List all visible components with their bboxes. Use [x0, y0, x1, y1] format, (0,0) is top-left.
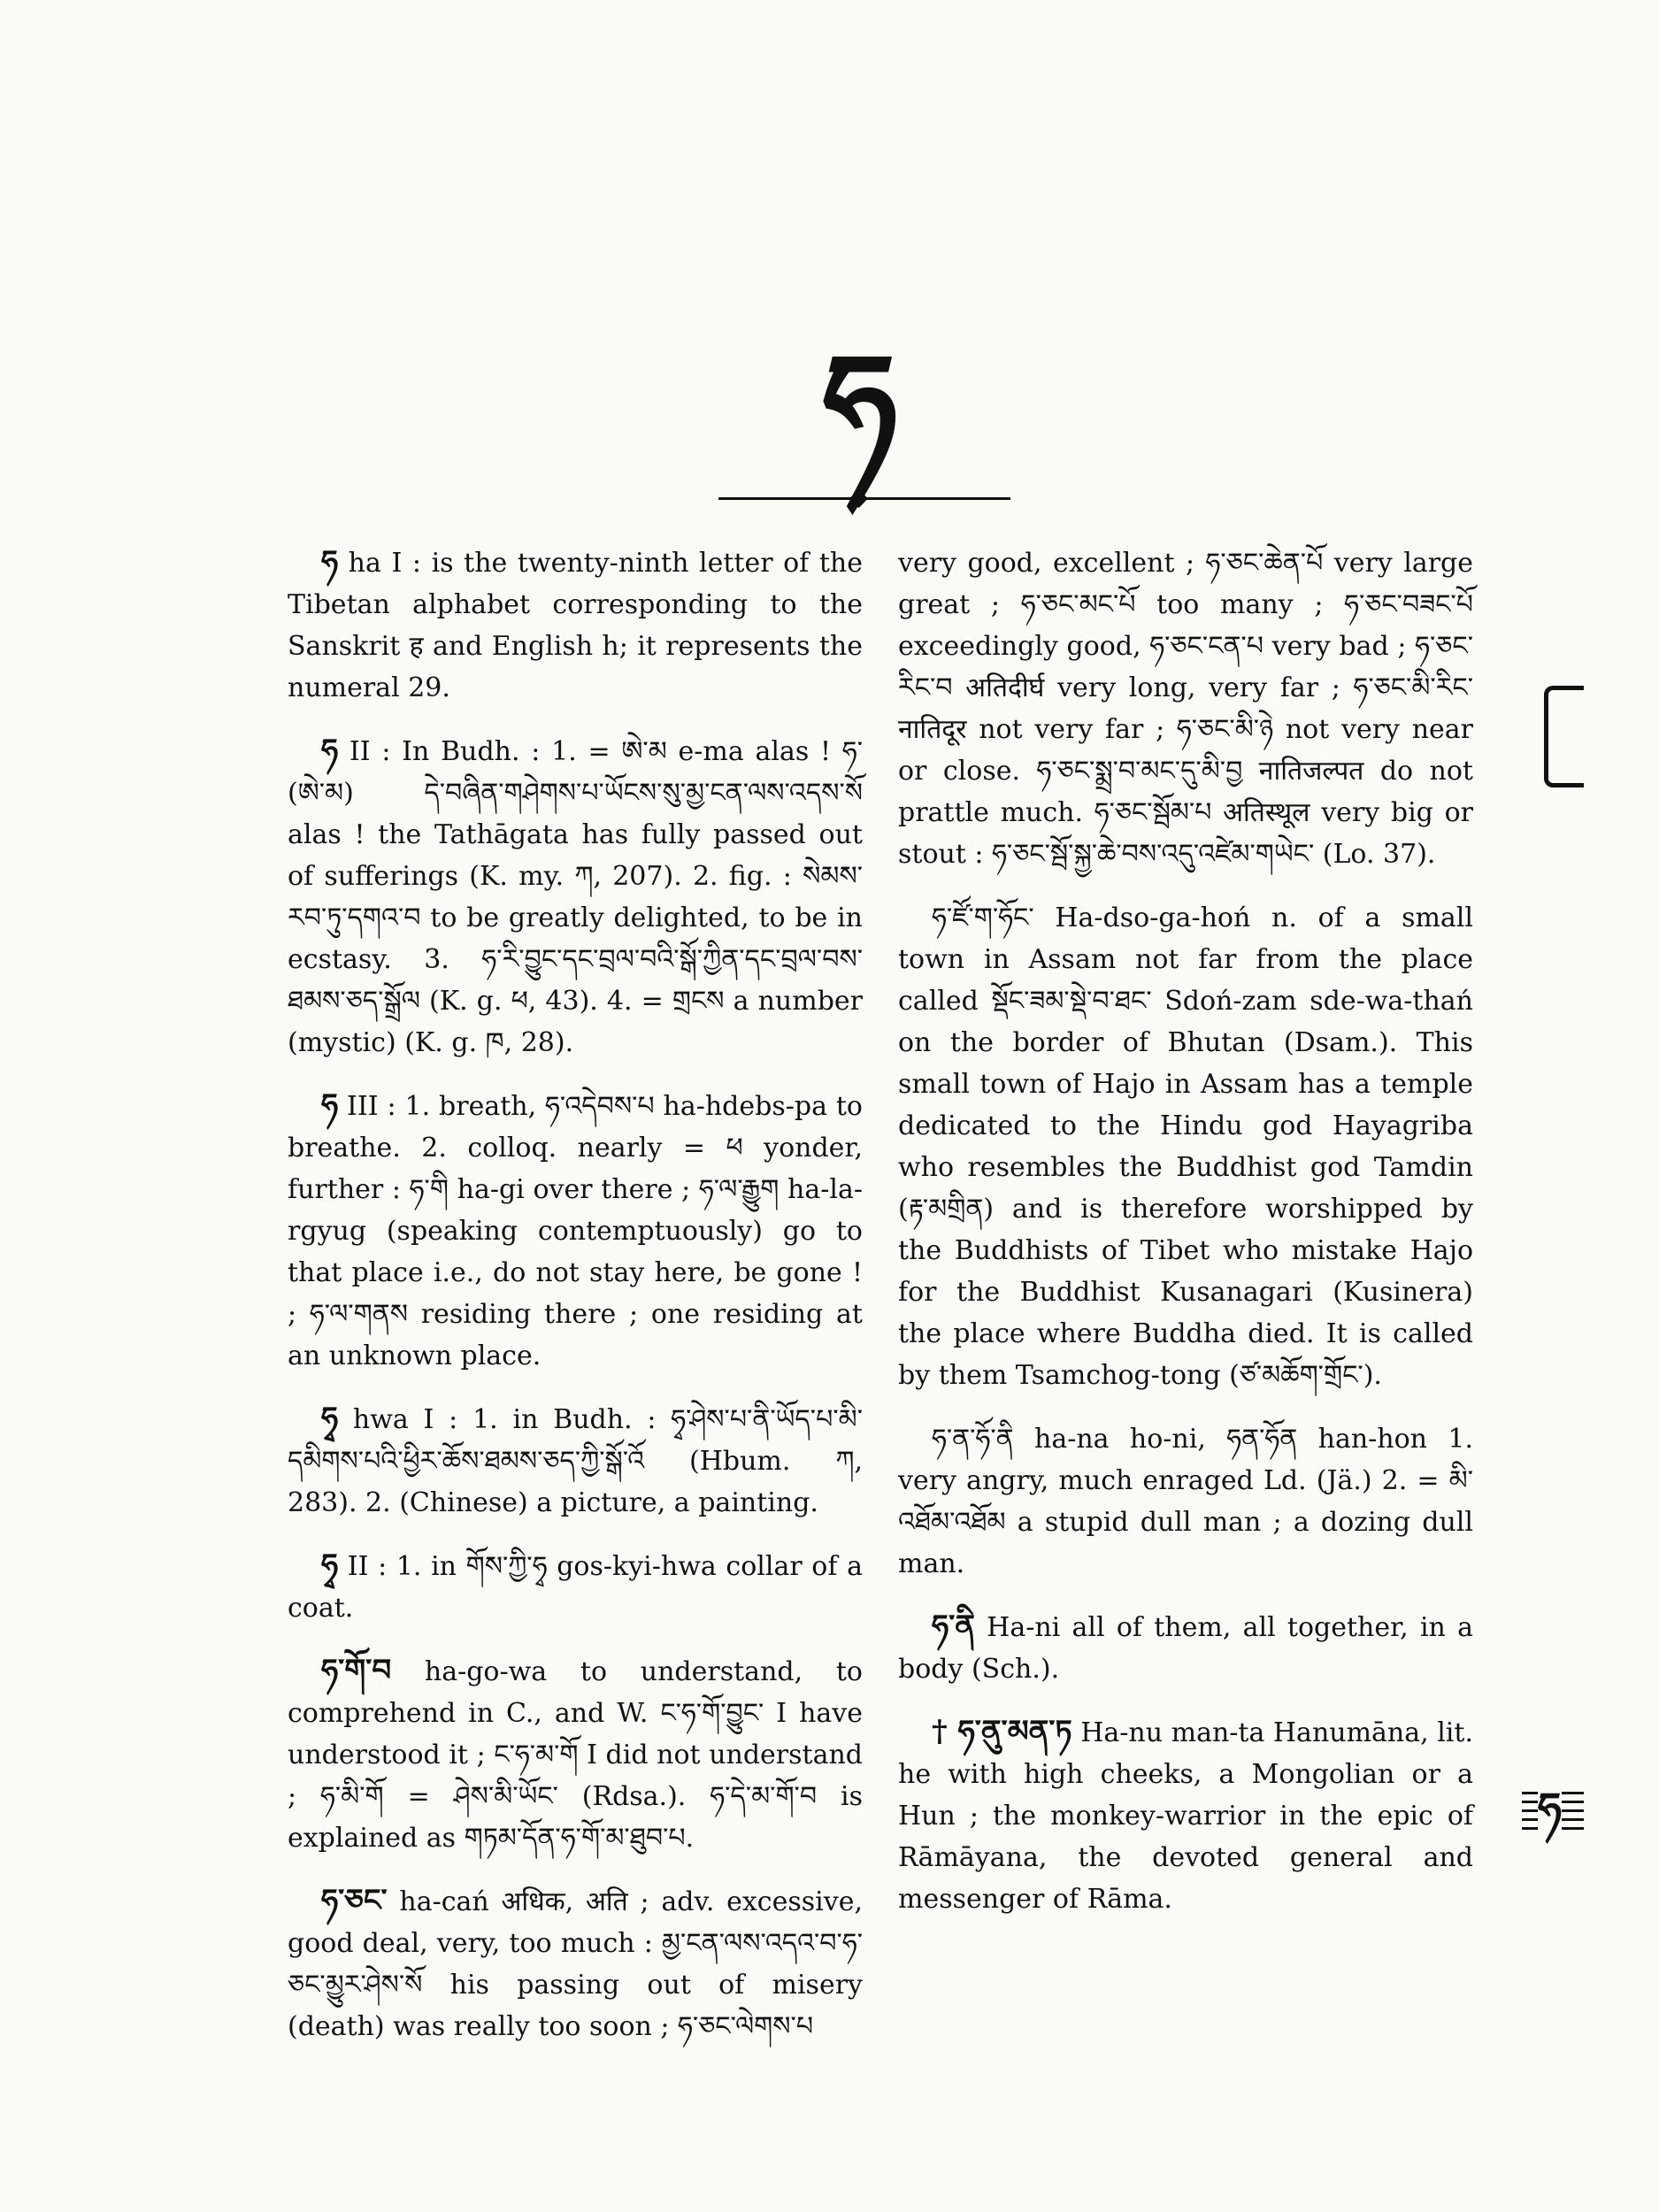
dictionary-entry — [898, 1711, 1473, 1920]
entry-headword: ཧ — [321, 544, 339, 580]
entry-text: III : 1. breath, ཧ་འདེབས་པ ha-hdebs-pa to breathe. 2. colloq. nearly = ཕ yonder, further : ཧ་གི ha-gi over there ; ཧ་ལ་རྒྱུག ha-la-rgyug (speaking contemptuously) go to that place i.e., do not stay here, be gone ! ; ཧ་ལ་གནས residing there ; one residing at an unknown place. — [288, 1091, 863, 1371]
entry-text: ha-cań अधिक, अति ; adv. excessive, good deal, very, too much : མྱ་ངན་ལས་འདའ་བ་ཧ་ཅང་མྱུར་ཤེས་སོ his passing out of misery (death) was really too soon ; ཧ་ཅང་ལེགས་པ — [288, 1886, 863, 2042]
entry-text: hwa I : 1. in Budh. : ཧྭ་ཤེས་པ་ནི་ཡོད་པ་མི་དམིགས་པའི་ཕྱིར་ཆོས་ཐམས་ཅད་ཀྱི་སྒོ་འོ (Hbum. ཀ, 283). 2. (Chinese) a picture, a painting. — [288, 1404, 863, 1518]
entry-text: Ha-ni all of them, all together, in a body (Sch.). — [898, 1612, 1473, 1685]
entry-text: Ha-nu man-ta Hanumāna, lit. he with high cheeks, a Mongolian or a Hun ; the monkey-warrior in the epic of Rāmāyana, the devoted general and messenger of Rāma. — [898, 1717, 1473, 1915]
dictionary-entry — [288, 1650, 863, 1859]
header-rule-ornament — [849, 489, 868, 508]
margin-bracket — [1544, 686, 1584, 787]
entry-headword: ཧ་ནི — [932, 1609, 975, 1644]
dictionary-entry — [898, 896, 1473, 1396]
entry-text: ha I : is the twenty-ninth letter of the Tibetan alphabet corresponding to the Sanskrit ह and English h; it represents the numeral 29. — [288, 548, 863, 703]
dictionary-entry — [898, 1606, 1473, 1690]
dictionary-entry — [288, 1398, 863, 1524]
entry-text: very good, excellent ; ཧ་ཅང་ཆེན་པོ very large great ; ཧ་ཅང་མང་པོ too many ; ཧ་ཅང་བཟང་པོ exceedingly good, ཧ་ཅང་ངན་པ very bad ; ཧ་ཅང་རིང་བ अतिदीर्घ very long, very far ; ཧ་ཅང་མི་རིང་ नातिदूर not very far ; ཧ་ཅང་མི་ཉེ not very near or close. ཧ་ཅང་སྨྲ་བ་མང་དུ་མི་བྱ नातिजल्पत do not prattle much. ཧ་ཅང་སྦོམ་པ अतिस्थूल very big or stout : ཧ་ཅང་སྦོ་སྐྱ་ཆེ་བས་འདུ་འཛེམ་གཡེང་ (Lo. 37). — [898, 548, 1473, 870]
thumb-index-tab — [1522, 1783, 1584, 1836]
entry-headword: † ཧ་ནུ་མན་ཏ — [932, 1714, 1072, 1749]
dictionary-entry — [288, 541, 863, 709]
dictionary-entry — [288, 1545, 863, 1629]
right-column — [898, 541, 1473, 1941]
entry-headword: ཧ — [321, 1087, 339, 1123]
dictionary-entry — [288, 1880, 863, 2047]
entry-text: II : 1. in གོས་ཀྱི་ཧྭ gos-kyi-hwa collar of a coat. — [288, 1551, 863, 1624]
left-column — [288, 541, 863, 2069]
entry-headword: ཧྭ — [321, 1548, 339, 1583]
entry-headword: ཧ — [321, 733, 339, 768]
entry-headword: ཧ་ཅང་ — [321, 1883, 388, 1918]
entry-headword: ཧྭ — [321, 1401, 339, 1436]
dictionary-entry-continued — [898, 541, 1473, 875]
entry-text: ha-go-wa to understand, to comprehend in C., and W. ང་ཧ་གོ་བྱུང་ I have understood it ; ང་ཧ་མ་གོ I did not understand ; ཧ་མི་གོ = ཤེས་མི་ཡོང་ (Rdsa.). ཧ་དེ་མ་གོ་བ is explained as གཏམ་དོན་ཧ་གོ་མ་ཐུབ་པ. — [288, 1656, 863, 1854]
section-letter: ཧ — [823, 325, 898, 480]
entry-headword: ཧ་གོ་བ — [321, 1653, 392, 1688]
entry-text: II : In Budh. : 1. = ཨེ་མ e-ma alas ! ཧ་ (ཨེ་མ) དེ་བཞིན་གཤེགས་པ་ཡོངས་སུ་མྱ་ངན་ལས་འདས་སོ alas ! the Tathāgata has fully passed out of sufferings (K. my. ཀ, 207). 2. fig. : སེམས་རབ་ཏུ་དགའ་བ to be greatly delighted, to be in ecstasy. 3. ཧ་རི་བྱུང་དང་བྲལ་བའི་སྒོ་ཀྱིན་དང་བྲལ་བས་ཐམས་ཅད་སྒྲོལ (K. g. ཕ, 43). 4. = གྲངས a number (mystic) (K. g. ཁ, 28). — [288, 736, 863, 1058]
entry-text: ཧ་ཛོ་ག་ཧོང་ Ha-dso-ga-hoń n. of a small town in Assam not far from the place called སྡོང་ཟམ་སྡེ་བ་ཐང་ Sdoń-zam sde-wa-thań on the border of Bhutan (Dsam.). This small town of Hajo in Assam has a temple dedicated to the Hindu god Hayagriba who resembles the Buddhist god Tamdin (རྟ་མགྲིན) and is therefore worshipped by the Buddhists of Tibet who mistake Hajo for the Buddhist Kusanagari (Kusinera) the place where Buddha died. It is called by them Tsamchog-tong (ཙ་མཆོག་གྲོང་). — [898, 902, 1473, 1391]
dictionary-entry — [288, 730, 863, 1064]
dictionary-entry — [288, 1085, 863, 1377]
thumb-letter: ཧ — [1538, 1784, 1562, 1833]
entry-text: ཧ་ན་ཧོ་ནི ha-na ho-ni, ཧན་ཧོན han-hon 1. very angry, much enraged Ld. (Jä.) 2. = མི་འཐོམ་འཐོམ a stupid dull man ; a dozing dull man. — [898, 1424, 1473, 1579]
dictionary-entry — [898, 1417, 1473, 1585]
